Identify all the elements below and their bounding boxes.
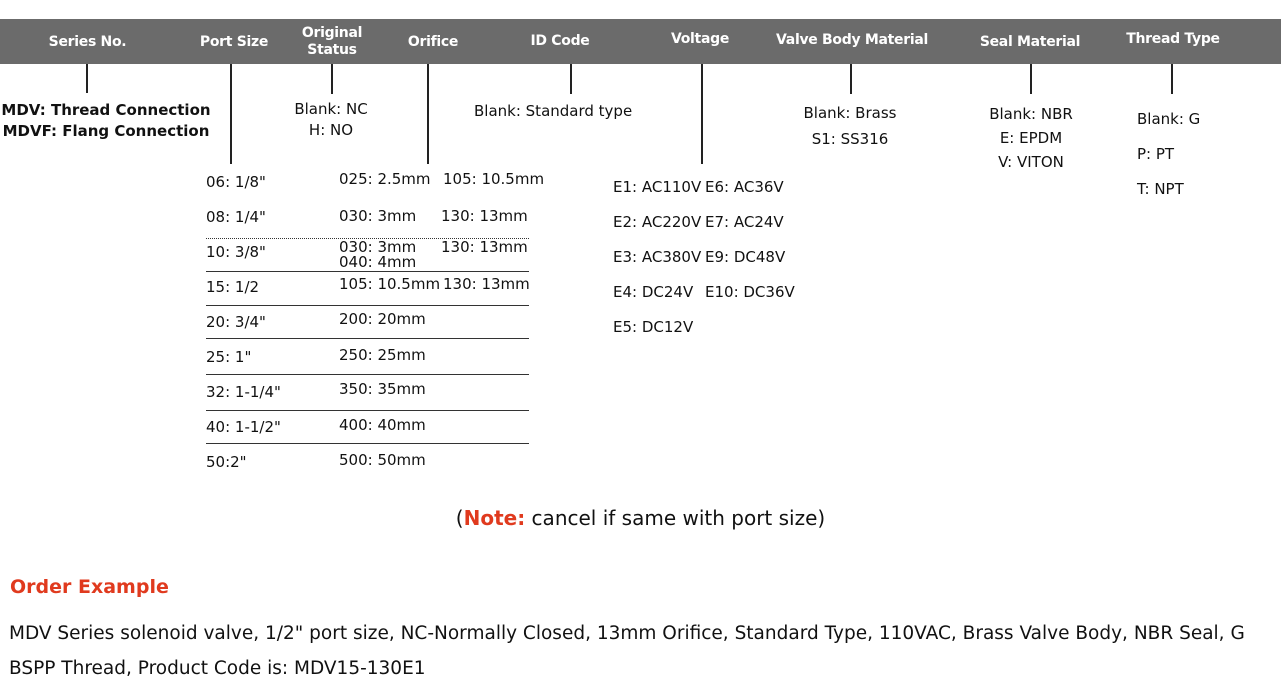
row-separator	[206, 410, 529, 411]
connector-valve-body	[850, 64, 852, 94]
orifice-item-alt: 130: 13mm	[443, 275, 530, 293]
original-status-item: H: NO	[308, 121, 354, 139]
row-separator	[206, 305, 529, 306]
voltage-item: E2: AC220V	[613, 213, 702, 231]
note-text: cancel if same with port size	[525, 506, 818, 530]
connector-voltage	[701, 64, 703, 164]
series-item: MDV: Thread Connection	[1, 101, 211, 119]
orifice-item: 105: 10.5mm	[339, 275, 441, 293]
port-size-item: 08: 1/4"	[206, 208, 266, 226]
header-thread-type: Thread Type	[1126, 31, 1220, 47]
header-id-code: ID Code	[530, 33, 590, 49]
id-code-value: Blank: Standard type	[474, 102, 633, 120]
orifice-item-alt: 130: 13mm	[441, 207, 528, 225]
seal-item: E: EPDM	[999, 129, 1063, 147]
voltage-item: E10: DC36V	[705, 283, 795, 301]
original-status-item: Blank: NC	[294, 100, 368, 118]
seal-list	[976, 102, 1086, 174]
row-separator	[206, 271, 529, 272]
orifice-item-alt: 105: 10.5mm	[443, 170, 545, 188]
connector-series	[86, 64, 88, 93]
header-original-status	[291, 25, 373, 59]
port-size-item: 06: 1/8"	[206, 173, 266, 191]
port-size-item: 40: 1-1/2"	[206, 418, 281, 436]
note-close-paren: )	[817, 506, 826, 530]
orifice-item-b: 040: 4mm	[339, 253, 417, 271]
orifice-item: 025: 2.5mm	[339, 170, 431, 188]
orifice-item: 030: 3mm	[339, 238, 417, 256]
orifice-item: 030: 3mm	[339, 207, 417, 225]
voltage-item: E7: AC24V	[705, 213, 784, 231]
port-size-item: 20: 3/4"	[206, 313, 266, 331]
series-item: MDVF: Flang Connection	[2, 122, 210, 140]
row-separator	[206, 338, 529, 339]
row-separator	[206, 374, 529, 375]
connector-id-code	[570, 64, 572, 94]
voltage-item: E3: AC380V	[613, 248, 702, 266]
series-list	[0, 100, 212, 142]
port-size-item: 15: 1/2	[206, 278, 260, 296]
note-label: Note:	[463, 506, 526, 530]
valve-body-item: Blank: Brass	[803, 104, 897, 122]
connector-thread	[1171, 64, 1173, 94]
port-size-item: 50:2"	[206, 453, 247, 471]
orifice-item: 250: 25mm	[339, 346, 426, 364]
header-valve-body-material: Valve Body Material	[776, 32, 928, 48]
seal-item: Blank: NBR	[989, 105, 1073, 123]
thread-item: P: PT	[1137, 145, 1175, 163]
thread-list	[1137, 102, 1200, 207]
header-original-status-line1: Original	[301, 25, 363, 41]
row-separator	[206, 443, 529, 444]
order-example-title: Order Example	[10, 576, 169, 598]
voltage-item: E6: AC36V	[705, 178, 784, 196]
thread-item: Blank: G	[1137, 110, 1201, 128]
header-series-no: Series No.	[48, 34, 127, 50]
note-open-paren: (	[455, 506, 464, 530]
orifice-item: 500: 50mm	[339, 451, 426, 469]
seal-item: V: VITON	[998, 153, 1064, 171]
port-size-item: 32: 1-1/4"	[206, 383, 281, 401]
voltage-item: E4: DC24V	[613, 283, 694, 301]
orifice-item: 400: 40mm	[339, 416, 426, 434]
voltage-item: E1: AC110V	[613, 178, 702, 196]
voltage-item: E9: DC48V	[705, 248, 786, 266]
connector-port-size	[230, 64, 232, 164]
voltage-item: E5: DC12V	[613, 318, 694, 336]
orifice-item-alt: 130: 13mm	[441, 238, 528, 256]
connector-original-status	[331, 64, 333, 94]
voltage-list-2	[705, 170, 795, 310]
order-example-text: MDV Series solenoid valve, 1/2" port size, NC-Normally Closed, 13mm Orifice, Standard Type, 110VAC, Brass Valve Body, NBR Seal, G BSPP Thread, Product Code is: MDV15-130E1	[9, 623, 1245, 679]
header-orifice: Orifice	[407, 34, 459, 50]
connector-seal	[1030, 64, 1032, 94]
port-size-item: 25: 1"	[206, 348, 252, 366]
voltage-list-1	[613, 170, 701, 345]
header-original-status-line2: Status	[307, 42, 357, 58]
header-bar	[0, 19, 1281, 64]
connector-orifice	[427, 64, 429, 164]
thread-item: T: NPT	[1137, 180, 1184, 198]
port-size-item: 10: 3/8"	[206, 243, 266, 261]
original-status-list	[276, 99, 386, 141]
valve-body-item: S1: SS316	[811, 130, 889, 148]
header-voltage: Voltage	[670, 31, 730, 47]
orifice-item: 350: 35mm	[339, 380, 426, 398]
note-line	[0, 506, 1281, 530]
header-seal-material: Seal Material	[979, 34, 1081, 50]
orifice-item: 200: 20mm	[339, 310, 426, 328]
header-port-size: Port Size	[199, 34, 269, 50]
valve-body-list	[790, 100, 910, 152]
